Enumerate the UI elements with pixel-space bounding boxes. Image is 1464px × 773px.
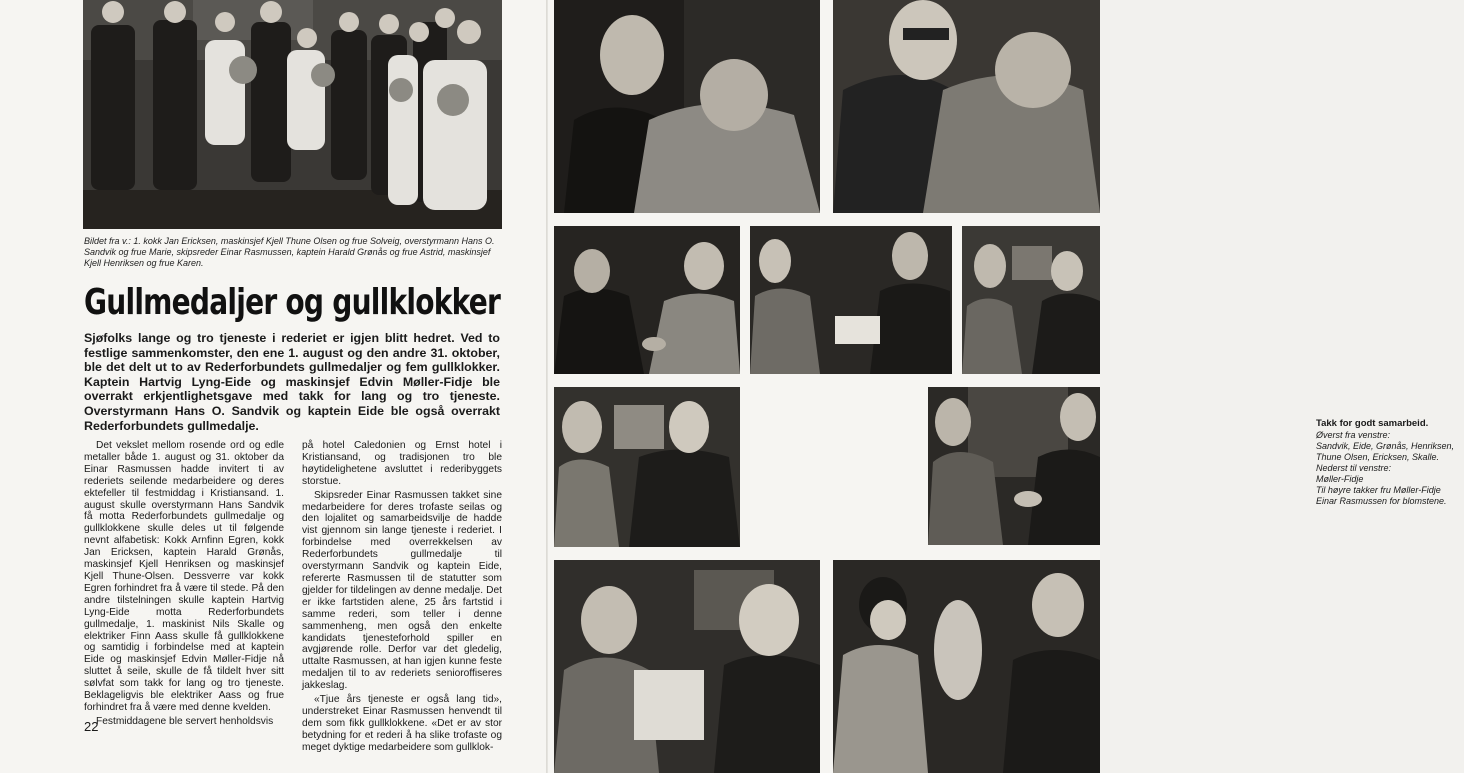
photo-flowers-thanks <box>833 560 1100 773</box>
photo-caption-box <box>1316 418 1464 507</box>
photo-medal-pinning-1 <box>554 0 820 213</box>
right-page <box>548 0 1455 773</box>
photo-handshake-2 <box>750 226 952 374</box>
group-photo <box>83 0 502 229</box>
photo-handshake-4 <box>928 387 1100 545</box>
article-headline: Gullmedaljer og gullklokker <box>84 282 501 323</box>
caption-box-line: Sandvik, Eide, Grønås, Henriksen, Thune Olsen, Ericksen, Skalle. <box>1316 441 1455 462</box>
photo-handshake-1 <box>554 226 740 374</box>
left-page <box>0 0 548 773</box>
column-1-paragraph: Festmiddagene ble servert henholdsvis <box>96 715 274 727</box>
article-column-1 <box>84 440 284 730</box>
column-1-paragraph: Det vekslet mellom rosende ord og edle metaller både 1. august og 31. oktober da Einar Rasmussen hadde invitert ti av rederiets seilende medarbeidere og deres ektefeller til festmiddag i Kristiansand. 1. august skulle overstyrmann Hans Sandvik få motta Rederforbundets gullmedalje og gullklokkene skulle deles ut til følgende nevnt alfabetisk: Kokk Arnfinn Egren, kokk Jan Ericksen, kaptein Harald Grønås, maskinsjef Kjell Henriksen og maskinsjef Kjell Thune-Olsen. Dessverre var kokk Egren forhindret fra å være til stede. På den andre tilstelningen skulle kaptein Hartvig Lyng-Eide motta Rederforbundets gullmedalje, 1. maskinist Nils Skalle og elektriker Finn Aass skulle få gullklokkene og samtidig i forbindelse med at kaptein Eide og maskinsjef Edvin Møller-Fidje nå sluttet å seile, skulle de få tildelt hver sitt sølvfat som takk for lang og tro tjeneste. Beklageligvis ble elektriker Aass og frue forhindret fra å være med denne kvelden. <box>84 440 284 713</box>
column-2-paragraph: på hotel Caledonien og Ernst hotel i Kristiansand, og tradisjonen tro ble høytidelighetene avsluttet i rederibyggets storstue. <box>302 440 502 487</box>
photo-moller-fidje <box>554 560 820 773</box>
photo-gift-presentation <box>554 387 740 547</box>
column-2-paragraph: Skipsreder Einar Rasmussen takket sine medarbeidere for deres trofaste seilas og den lojalitet og samarbeidsvilje de hadde vist gjennom sin lange tjeneste i rederiet. I forbindelse med overrekkelsen av Rederforbundets gullmedalje til overstyrmann Sandvik og kaptein Eide, refererte Rasmussen til de statutter som gjelder for tildelingen av denne medalje. Det er ikke fartstiden alene, 25 års fartstid i samme rederi, som teller i denne sammenheng, men også den enkelte kandidats tjenesteforhold spiller en avgjørende rolle. Derfor var det gledelig, uttalte Rasmussen, at han igjen kunne feste medaljen til to av rederiets senioroffiseres jakkeslag. <box>302 489 502 692</box>
photo-medal-pinning-2 <box>833 0 1100 213</box>
caption-box-line: Til høyre takker fru Møller-Fidje Einar Rasmussen for blomstene. <box>1316 485 1447 506</box>
caption-box-line: Nederst til venstre: <box>1316 463 1392 473</box>
caption-box-title: Takk for godt samarbeid. <box>1316 418 1429 429</box>
column-2-paragraph: «Tjue års tjeneste er også lang tid», understreket Einar Rasmussen henvendt til dem som fikk gullklokkene. «Det er av stor betydning for et rederi å ha slike trofaste og meget dyktige medarbeidere som gullklok- <box>302 694 502 753</box>
caption-box-line: Møller-Fidje <box>1316 474 1364 484</box>
page-number: 22 <box>84 719 99 734</box>
article-lead: Sjøfolks lange og tro tjeneste i rederiet er igjen blitt hedret. Ved to festlige sammenkomster, den ene 1. august og den andre 31. oktober, ble det delt ut to av Rederforbundets gullmedaljer og fem gullklokker. Kaptein Hartvig Lyng-Eide og maskinsjef Edvin Møller-Fidje ble overrakt erkjentlighetsgave med takk for lang og tro tjeneste. Overstyrmann Hans O. Sandvik og kaptein Eide ble også overrakt Rederforbundets gullmedalje. <box>84 331 500 433</box>
photo-handshake-3 <box>962 226 1100 374</box>
article-column-2 <box>302 440 502 756</box>
caption-box-line: Øverst fra venstre: <box>1316 430 1391 440</box>
group-photo-caption: Bildet fra v.: 1. kokk Jan Ericksen, maskinsjef Kjell Thune Olsen og frue Solveig, overstyrmann Hans O. Sandvik og frue Marie, skipsreder Einar Rasmussen, kaptein Harald Grønås og frue Astrid, maskinsjef Kjell Henriksen og frue Karen. <box>84 236 495 268</box>
